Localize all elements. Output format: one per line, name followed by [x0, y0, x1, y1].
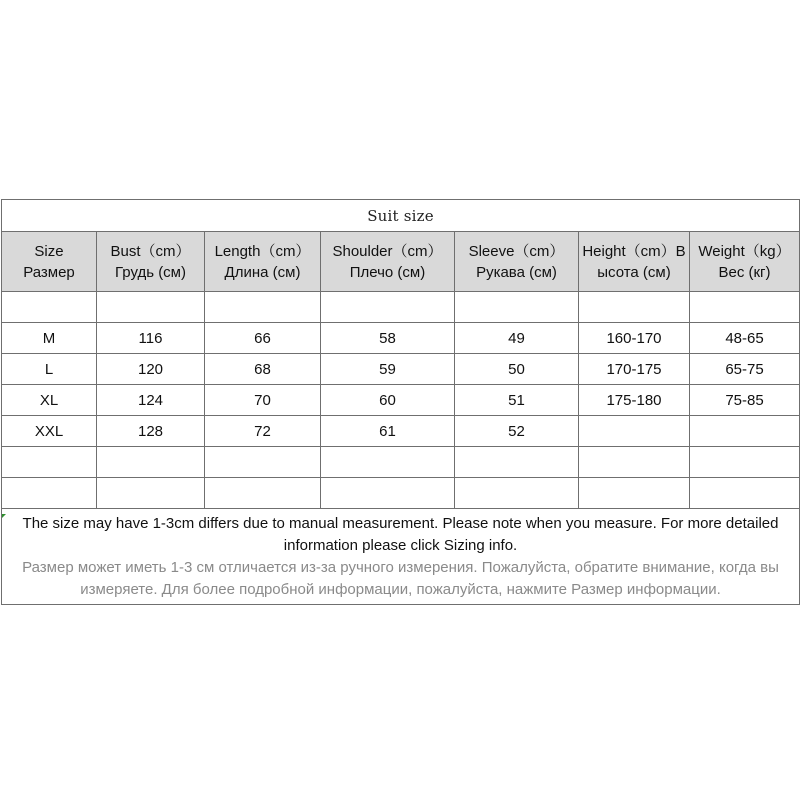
- header-size: [2, 232, 97, 292]
- table-cell: 128: [97, 416, 205, 447]
- table-cell: 124: [97, 385, 205, 416]
- table-cell: [321, 447, 455, 478]
- table-cell: [690, 416, 800, 447]
- table-cell: [579, 478, 690, 509]
- table-cell: M: [2, 323, 97, 354]
- table-row: [2, 385, 800, 416]
- title-row: [2, 200, 800, 232]
- table-cell: [690, 292, 800, 323]
- header-line: Длина (см): [224, 263, 301, 281]
- table-cell: [2, 478, 97, 509]
- table-cell: 66: [205, 323, 321, 354]
- header-line: Length（cm）: [214, 242, 311, 260]
- table-cell: XXL: [2, 416, 97, 447]
- header-shoulder: [321, 232, 455, 292]
- table-title: Suit size: [2, 200, 800, 232]
- table-cell: 116: [97, 323, 205, 354]
- header-weight: [690, 232, 800, 292]
- header-length: [205, 232, 321, 292]
- table-cell: [455, 447, 579, 478]
- note-english: The size may have 1-3cm differs due to manual measurement. Please note when you measure. For more detailed information please click Sizing info.: [22, 514, 779, 554]
- table-cell: [579, 292, 690, 323]
- header-line: Рукава (см): [476, 263, 557, 281]
- table-cell: 68: [205, 354, 321, 385]
- measurement-note: [2, 509, 800, 605]
- table-cell: 65-75: [690, 354, 800, 385]
- table-row: [2, 323, 800, 354]
- table-cell: [690, 478, 800, 509]
- header-line: ысота (см): [597, 263, 671, 281]
- table-cell: XL: [2, 385, 97, 416]
- table-cell: 160-170: [579, 323, 690, 354]
- table-cell: [321, 292, 455, 323]
- table-cell: [579, 416, 690, 447]
- table-row: [2, 354, 800, 385]
- header-bust: [97, 232, 205, 292]
- table-cell: [455, 478, 579, 509]
- header-line: Плечо (см): [349, 263, 426, 281]
- table-cell: [97, 478, 205, 509]
- header-line: Вес (кг): [718, 263, 771, 281]
- table-cell: 51: [455, 385, 579, 416]
- table-cell: [205, 292, 321, 323]
- table-cell: [97, 447, 205, 478]
- table-row: [2, 447, 800, 478]
- table-cell: 58: [321, 323, 455, 354]
- table-cell: L: [2, 354, 97, 385]
- table-cell: 48-65: [690, 323, 800, 354]
- table-cell: 60: [321, 385, 455, 416]
- table-cell: 70: [205, 385, 321, 416]
- table-cell: 61: [321, 416, 455, 447]
- table-cell: [205, 478, 321, 509]
- table-cell: [690, 447, 800, 478]
- table-cell: [579, 447, 690, 478]
- table-cell: 72: [205, 416, 321, 447]
- header-height: [579, 232, 690, 292]
- table-row: [2, 416, 800, 447]
- table-cell: 52: [455, 416, 579, 447]
- table-cell: [2, 447, 97, 478]
- header-line: Size: [34, 242, 64, 260]
- table-cell: 75-85: [690, 385, 800, 416]
- table-cell: 50: [455, 354, 579, 385]
- cell-corner-marker: [2, 514, 6, 518]
- table-cell: 170-175: [579, 354, 690, 385]
- table-cell: [205, 447, 321, 478]
- header-line: Грудь (см): [115, 263, 186, 281]
- table-cell: [455, 292, 579, 323]
- header-row: [2, 232, 800, 292]
- header-line: Sleeve（cm）: [468, 242, 565, 260]
- header-line: Shoulder（cm）: [332, 242, 443, 260]
- header-line: Height（cm）В: [582, 242, 686, 260]
- table-cell: 120: [97, 354, 205, 385]
- table-cell: 59: [321, 354, 455, 385]
- table-cell: [321, 478, 455, 509]
- header-sleeve: [455, 232, 579, 292]
- table-cell: 49: [455, 323, 579, 354]
- header-line: Bust（cm）: [110, 242, 191, 260]
- table-cell: 175-180: [579, 385, 690, 416]
- header-line: Размер: [23, 263, 75, 281]
- table-cell: [2, 292, 97, 323]
- size-table: [1, 199, 800, 605]
- table-cell: [97, 292, 205, 323]
- note-row: [2, 509, 800, 605]
- note-russian: Размер может иметь 1-3 см отличается из-за ручного измерения. Пожалуйста, обратите внимание, когда вы измеряете. Для более подробной информации, пожалуйста, нажмите Размер информации.: [22, 558, 779, 598]
- table-row: [2, 478, 800, 509]
- header-line: Weight（kg）: [698, 242, 791, 260]
- table-row: [2, 292, 800, 323]
